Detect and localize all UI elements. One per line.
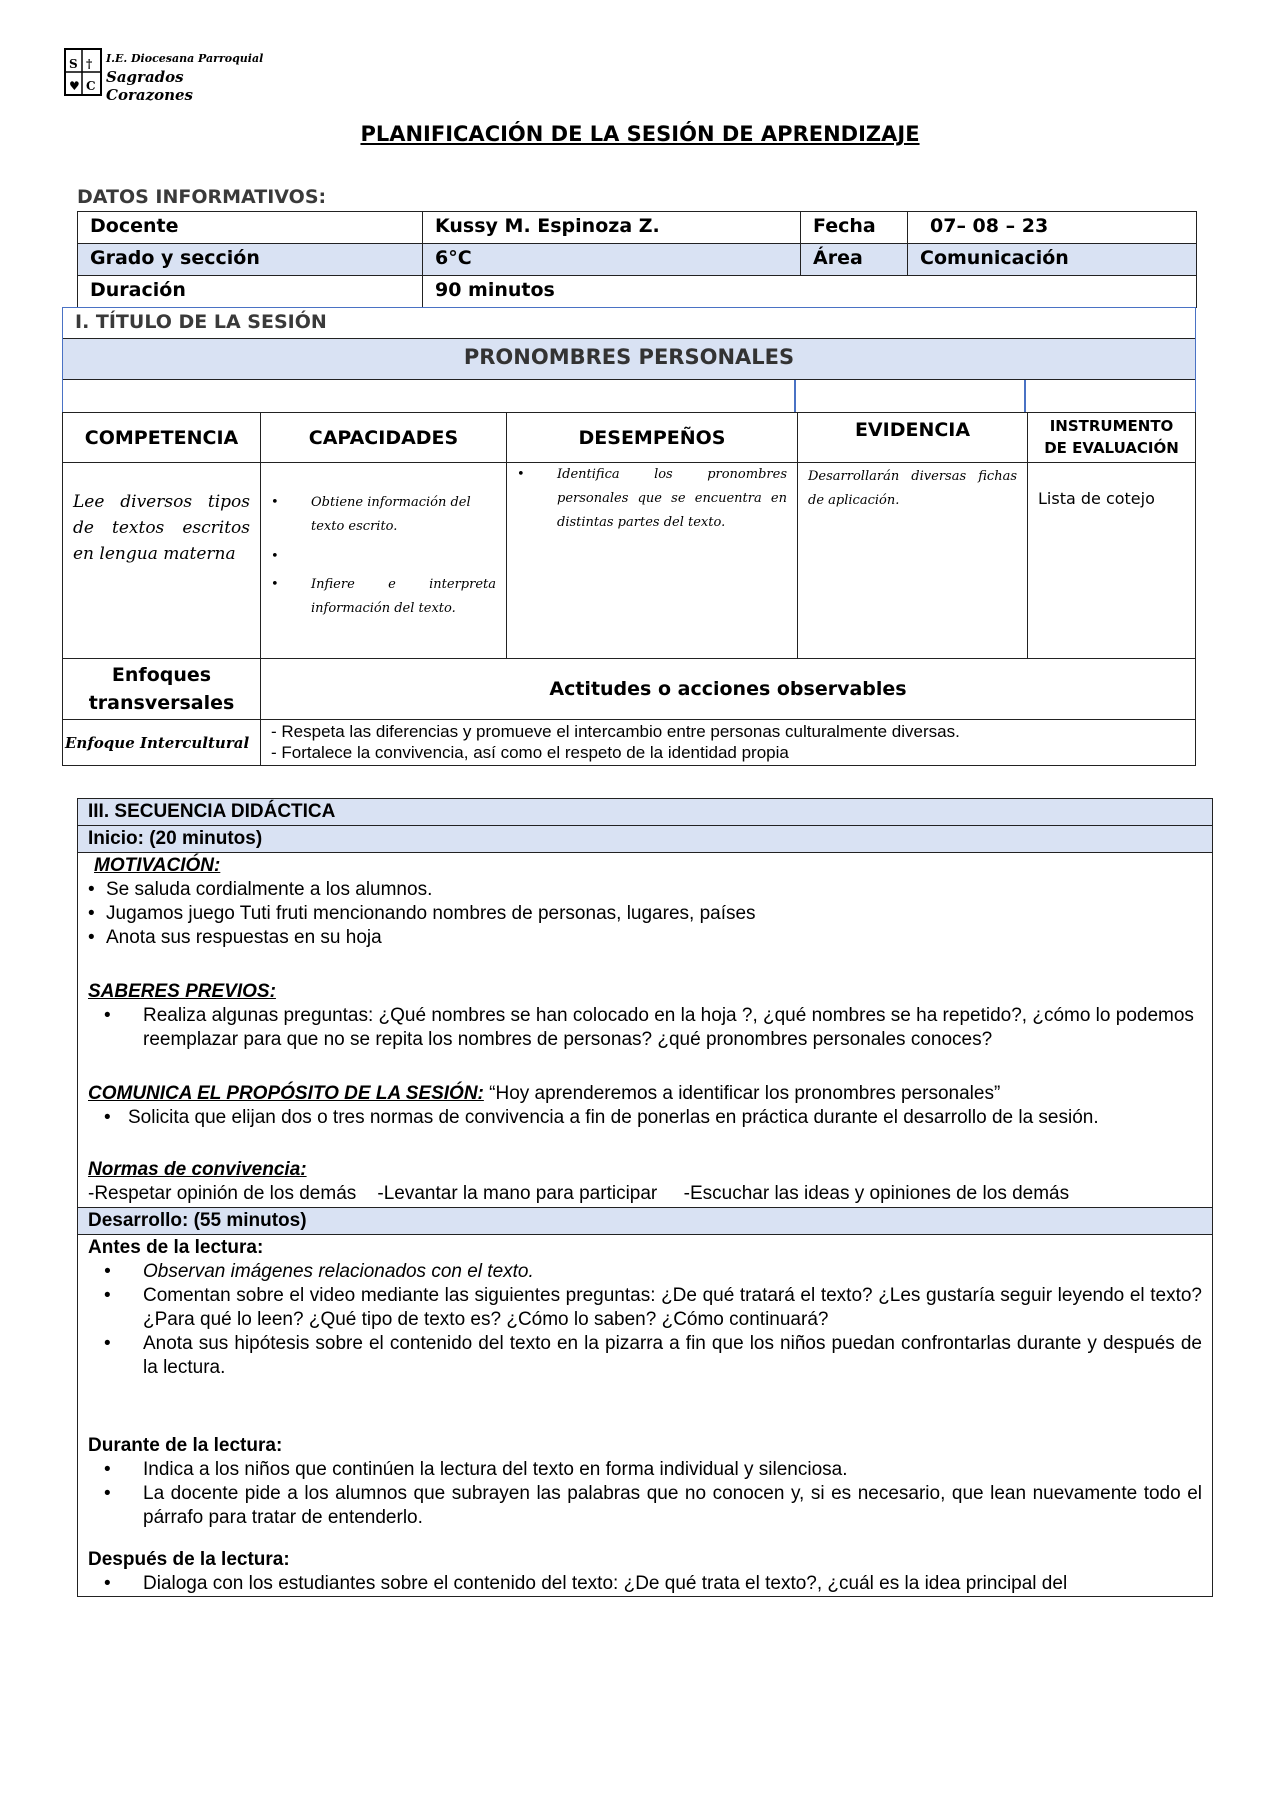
list-item: • Observan imágenes relacionados con el texto.	[88, 1260, 1202, 1284]
saberes-label: SABERES PREVIOS:	[88, 981, 276, 1002]
duracion-label: Duración	[78, 276, 423, 308]
instrumento-text: Lista de cotejo	[1028, 463, 1196, 659]
header-competencia: COMPETENCIA	[63, 413, 261, 463]
despues-list	[88, 1572, 1202, 1596]
durante-list	[88, 1458, 1202, 1530]
header-evidencia: EVIDENCIA	[798, 413, 1028, 463]
list-item: • Anota sus respuestas en su hoja	[88, 926, 1202, 950]
area-value: Comunicación	[908, 244, 1197, 276]
docente-label: Docente	[78, 212, 423, 244]
session-title-box	[62, 307, 1196, 413]
fecha-value: 07– 08 – 23	[908, 212, 1197, 244]
secuencia-title: III. SECUENCIA DIDÁCTICA	[78, 799, 1213, 826]
competencia-text: Lee diversos tipos de textos escritos en lengua materna	[63, 463, 261, 659]
desempeno-text: • Identifica los pronombres personales que se encuentra en distintas partes del texto.	[517, 467, 787, 530]
grado-label: Grado y sección	[78, 244, 423, 276]
inicio-header: Inicio: (20 minutos)	[78, 826, 1213, 853]
datos-table	[77, 211, 1197, 308]
list-item: • Solicita que elijan dos o tres normas de convivencia a fin de ponerlas en práctica durante el desarrollo de la sesión.	[88, 1106, 1202, 1130]
session-title-label: I. TÍTULO DE LA SESIÓN	[75, 311, 327, 333]
evidencia-text: Desarrollarán diversas fichas de aplicación.	[798, 463, 1028, 659]
docente-value: Kussy M. Espinoza Z.	[423, 212, 801, 244]
enfoques-header: Enfoques transversales	[63, 659, 261, 720]
accion-2: - Fortalece la convivencia, así como el respeto de la identidad propia	[271, 743, 789, 762]
list-item: • Realiza algunas preguntas: ¿Qué nombres se han colocado en la hoja ?, ¿qué nombres se ha repetido?, ¿cómo lo podemos reemplazar para que no se repita los nombres de personas? ¿qué pronombres personales conoces?	[88, 1004, 1202, 1052]
list-item: • La docente pide a los alumnos que subrayen las palabras que no conocen y, si es necesario, que lean nuevamente todo el párrafo para tratar de entenderlo.	[88, 1482, 1202, 1530]
normas-text: -Respetar opinión de los demás -Levantar la mano para participar -Escuchar las ideas y opiniones de los demás	[88, 1183, 1070, 1204]
list-item: • Comentan sobre el video mediante las siguientes preguntas: ¿De qué tratará el texto? ¿Les gustaría seguir leyendo el texto? ¿Para qué lo leen? ¿Qué tipo de texto es? ¿Cómo lo saben? ¿Cómo continuará?	[88, 1284, 1202, 1332]
svg-text:♥: ♥	[69, 79, 80, 93]
list-item: • Jugamos juego Tuti fruti mencionando nombres de personas, lugares, países	[88, 902, 1202, 926]
motivacion-label: MOTIVACIÓN:	[94, 855, 221, 876]
antes-label: Antes de la lectura:	[88, 1237, 264, 1258]
secuencia-table	[77, 798, 1213, 1597]
antes-list	[88, 1260, 1202, 1380]
saberes-list	[88, 1004, 1202, 1052]
header-desempenos: DESEMPEÑOS	[507, 413, 798, 463]
proposito-text: “Hoy aprenderemos a identificar los pronombres personales”	[483, 1083, 1001, 1104]
motivacion-list	[88, 878, 1202, 950]
inicio-content	[78, 853, 1213, 1208]
grado-value: 6°C	[423, 244, 801, 276]
proposito-label: COMUNICA EL PROPÓSITO DE LA SESIÓN:	[88, 1083, 484, 1104]
actitudes-header: Actitudes o acciones observables	[261, 659, 1196, 720]
svg-text:S: S	[69, 57, 78, 71]
datos-label: DATOS INFORMATIVOS:	[77, 186, 327, 208]
list-item: • Anota sus hipótesis sobre el contenido del texto en la pizarra a fin que los niños puedan confrontarlas durante y después de la lectura.	[88, 1332, 1202, 1380]
svg-text:†: †	[86, 57, 93, 71]
page-title: PLANIFICACIÓN DE LA SESIÓN DE APRENDIZAJE	[360, 122, 920, 146]
proposito-list	[88, 1106, 1202, 1130]
logo-line-1: I.E. Diocesana Parroquial	[106, 52, 264, 65]
competencias-table: COMPETENCIA CAPACIDADES DESEMPEÑOS EVIDENCIA INSTRUMENTO DE EVALUACIÓN Lee diversos tipos de textos escritos en lengua materna • Obtiene información del texto escrito. • • Infiere e interpreta información del texto. • Identifica los pronombres personales que se encuentra en distintas partes del texto. Desarrollarán diversas fichas de aplicación. Lista de cotejo Enfoques transversales Actitudes o acciones observables Enfoque Intercultural - Respeta las diferencias y promueve el intercambio entre personas culturalmente diversas. - Fortalece la convivencia, así como el respeto de la identidad propia	[62, 412, 1196, 766]
header-capacidades: CAPACIDADES	[261, 413, 507, 463]
fecha-label: Fecha	[801, 212, 908, 244]
durante-label: Durante de la lectura:	[88, 1435, 283, 1456]
despues-label: Después de la lectura:	[88, 1549, 290, 1570]
session-title: PRONOMBRES PERSONALES	[63, 338, 1195, 380]
capacidad-2: • Infiere e interpreta información del texto.	[271, 577, 496, 616]
logo-line-2: Sagrados Corazones	[106, 68, 193, 104]
svg-text:C: C	[86, 79, 96, 93]
desarrollo-content	[78, 1235, 1213, 1597]
list-item: • Indica a los niños que continúen la lectura del texto en forma individual y silenciosa.	[88, 1458, 1202, 1482]
normas-label: Normas de convivencia:	[88, 1159, 307, 1180]
desarrollo-header: Desarrollo: (55 minutos)	[78, 1208, 1213, 1235]
shield-icon	[64, 48, 102, 98]
header-instrumento: INSTRUMENTO DE EVALUACIÓN	[1028, 413, 1196, 463]
enfoque-name: Enfoque Intercultural	[63, 720, 261, 766]
school-logo	[64, 46, 264, 102]
duracion-value: 90 minutos	[423, 276, 1197, 308]
capacidad-1: • Obtiene información del texto escrito.	[271, 495, 471, 534]
area-label: Área	[801, 244, 908, 276]
accion-1: - Respeta las diferencias y promueve el intercambio entre personas culturalmente diversas.	[271, 722, 960, 741]
list-item: • Se saluda cordialmente a los alumnos.	[88, 878, 1202, 902]
list-item: • Dialoga con los estudiantes sobre el contenido del texto: ¿De qué trata el texto?, ¿cuál es la idea principal del	[88, 1572, 1202, 1596]
